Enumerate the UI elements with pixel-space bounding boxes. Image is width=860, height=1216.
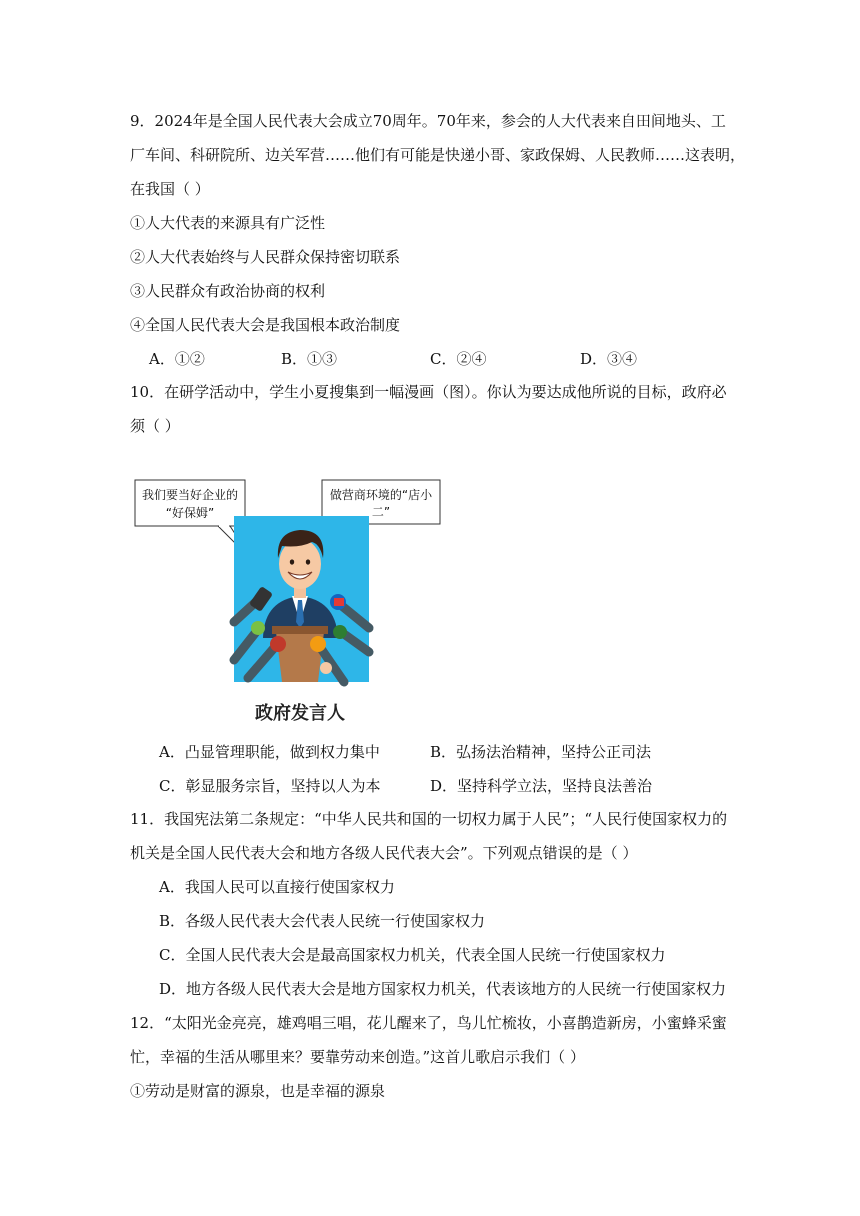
q9-statement-4: ④全国人民代表大会是我国根本政治制度	[130, 316, 401, 334]
q11-option-d: D．地方各级人民代表大会是地方国家权力机关，代表该地方的人民统一行使国家权力	[159, 980, 727, 998]
q11-option-a: A．我国人民可以直接行使国家权力	[159, 878, 395, 896]
q9-option-b: B．①③	[281, 350, 338, 368]
q9-option-a: A．①②	[149, 350, 205, 368]
q9-stem-line-3: 在我国（ ）	[130, 180, 210, 198]
spokesperson-face	[279, 539, 321, 589]
q10-option-a: A．凸显管理职能，做到权力集中	[159, 743, 380, 761]
q10-stem-line-1: 10．在研学活动中，学生小夏搜集到一幅漫画（图）。你认为要达成他所说的目标，政府必	[130, 383, 727, 401]
government-spokesperson-cartoon	[130, 472, 450, 732]
q9-statement-2: ②人大代表始终与人民群众保持密切联系	[130, 248, 401, 266]
q11-stem-line-1: 11．我国宪法第二条规定：“中华人民共和国的一切权力属于人民”；“人民行使国家权力的	[130, 810, 728, 828]
q11-stem-line-2: 机关是全国人民代表大会和地方各级人民代表大会”。下列观点错误的是（ ）	[130, 844, 638, 862]
q10-stem-line-2: 须（ ）	[130, 417, 180, 435]
q9-option-c: C．②④	[430, 350, 487, 368]
left-bubble-text-2: “好保姆”	[165, 506, 215, 520]
q12-stem-line-2: 忙，幸福的生活从哪里来？要靠劳动来创造。”这首儿歌启示我们（ ）	[130, 1048, 585, 1066]
right-bubble-text-1: 做营商环境的“店小	[329, 488, 433, 502]
q11-option-c: C．全国人民代表大会是最高国家权力机关，代表全国人民统一行使国家权力	[159, 946, 666, 964]
q9-statement-1: ①人大代表的来源具有广泛性	[130, 214, 326, 232]
q11-option-b: B．各级人民代表大会代表人民统一行使国家权力	[159, 912, 486, 930]
q10-option-d: D．坚持科学立法，坚持良法善治	[430, 777, 653, 795]
q9-statement-3: ③人民群众有政治协商的权利	[130, 282, 326, 300]
q12-stem-line-1: 12．“太阳光金亮亮，雄鸡唱三唱，花儿醒来了，鸟儿忙梳妆，小喜鹊造新房，小蜜蜂采蜜	[130, 1014, 727, 1032]
q10-option-c: C．彰显服务宗旨，坚持以人为本	[159, 777, 381, 795]
right-bubble-text-2: 二”	[371, 505, 391, 519]
left-bubble-text-1: 我们要当好企业的	[141, 488, 239, 502]
cartoon-caption: 政府发言人	[255, 703, 345, 724]
q9-option-d: D．③④	[580, 350, 638, 368]
q9-stem-line-1: 9．2024年是全国人民代表大会成立70周年。70年来，参会的人大代表来自田间地头、工	[130, 112, 726, 130]
q12-statement-1: ①劳动是财富的源泉，也是幸福的源泉	[130, 1082, 386, 1100]
q9-stem-line-2: 厂车间、科研院所、边关军营……他们有可能是快递小哥、家政保姆、人民教师……这表明，	[130, 146, 746, 164]
q10-option-b: B．弘扬法治精神，坚持公正司法	[430, 743, 652, 761]
